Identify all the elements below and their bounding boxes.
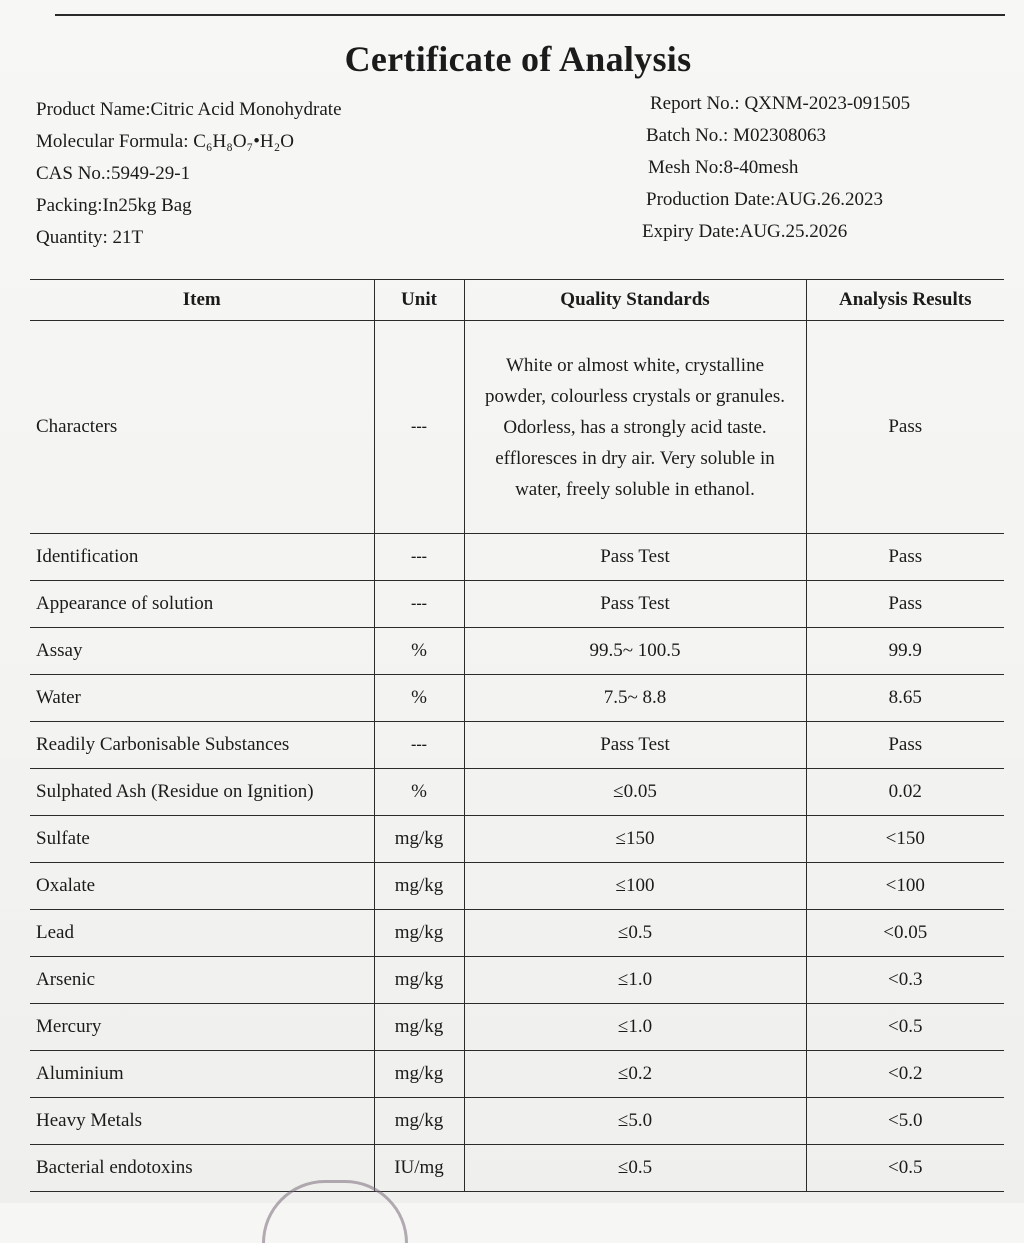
standard-cell: ≤0.05 — [464, 769, 806, 816]
item-cell: Appearance of solution — [30, 581, 374, 628]
production-date: Production Date:AUG.26.2023 — [646, 189, 883, 210]
unit-cell: IU/mg — [374, 1145, 464, 1192]
result-cell: 99.9 — [806, 628, 1004, 675]
item-cell: Mercury — [30, 1004, 374, 1051]
result-cell: Pass — [806, 722, 1004, 769]
item-cell: Oxalate — [30, 863, 374, 910]
result-cell: Pass — [806, 581, 1004, 628]
result-cell: <100 — [806, 863, 1004, 910]
standard-cell: 99.5~ 100.5 — [464, 628, 806, 675]
result-cell: <0.5 — [806, 1004, 1004, 1051]
standard-cell: Pass Test — [464, 722, 806, 769]
unit-cell: mg/kg — [374, 816, 464, 863]
item-cell: Sulfate — [30, 816, 374, 863]
table-row — [30, 1004, 1004, 1051]
product-info — [36, 94, 342, 254]
table-header-row — [30, 280, 1004, 321]
packing: Packing:In25kg Bag — [36, 195, 192, 216]
quantity: Quantity: 21T — [36, 227, 144, 248]
analysis-table — [30, 279, 1004, 1192]
report-number: Report No.: QXNM-2023-091505 — [650, 93, 911, 114]
result-cell: <150 — [806, 816, 1004, 863]
item-cell: Characters — [30, 321, 374, 534]
table-row — [30, 769, 1004, 816]
result-cell: <0.5 — [806, 1145, 1004, 1192]
item-cell: Arsenic — [30, 957, 374, 1004]
item-cell: Sulphated Ash (Residue on Ignition) — [30, 769, 374, 816]
table-row — [30, 581, 1004, 628]
header-quality-standards: Quality Standards — [464, 280, 806, 321]
unit-cell: % — [374, 769, 464, 816]
table-row — [30, 534, 1004, 581]
standard-cell: Pass Test — [464, 534, 806, 581]
product-name: Product Name:Citric Acid Monohydrate — [36, 99, 342, 120]
unit-cell: % — [374, 628, 464, 675]
result-cell: <0.05 — [806, 910, 1004, 957]
standard-cell: Pass Test — [464, 581, 806, 628]
document-title: Certificate of Analysis — [344, 39, 692, 79]
item-cell: Identification — [30, 534, 374, 581]
top-rule — [55, 14, 1005, 16]
result-cell: 0.02 — [806, 769, 1004, 816]
cas-number: CAS No.:5949-29-1 — [36, 163, 191, 184]
formula-value: C₆H₈O₇•H₂O — [193, 131, 294, 152]
unit-cell: --- — [374, 321, 464, 534]
standard-cell: White or almost white, crystalline powder, colourless crystals or granules. Odorless, has a strongly acid taste. effloresces in dry air. Very soluble in water, freely soluble in ethanol. — [464, 321, 806, 534]
standard-cell: ≤1.0 — [464, 957, 806, 1004]
standard-cell: 7.5~ 8.8 — [464, 675, 806, 722]
standard-cell: ≤5.0 — [464, 1098, 806, 1145]
item-cell: Bacterial endotoxins — [30, 1145, 374, 1192]
result-cell: Pass — [806, 534, 1004, 581]
table-row — [30, 910, 1004, 957]
unit-cell: mg/kg — [374, 957, 464, 1004]
unit-cell: mg/kg — [374, 1098, 464, 1145]
standard-cell: ≤0.5 — [464, 1145, 806, 1192]
header-unit: Unit — [374, 280, 464, 321]
table-row — [30, 1145, 1004, 1192]
unit-cell: % — [374, 675, 464, 722]
item-cell: Heavy Metals — [30, 1098, 374, 1145]
item-cell: Aluminium — [30, 1051, 374, 1098]
table-row — [30, 675, 1004, 722]
item-cell: Assay — [30, 628, 374, 675]
expiry-date: Expiry Date:AUG.25.2026 — [642, 221, 848, 242]
mesh-number: Mesh No:8-40mesh — [648, 157, 799, 178]
formula-label: Molecular Formula: — [36, 131, 194, 152]
unit-cell: --- — [374, 722, 464, 769]
table-row — [30, 957, 1004, 1004]
item-cell: Readily Carbonisable Substances — [30, 722, 374, 769]
result-cell: <0.3 — [806, 957, 1004, 1004]
unit-cell: mg/kg — [374, 1004, 464, 1051]
table-row — [30, 722, 1004, 769]
table-row — [30, 628, 1004, 675]
table-row — [30, 1051, 1004, 1098]
result-cell: <0.2 — [806, 1051, 1004, 1098]
standard-cell: ≤0.2 — [464, 1051, 806, 1098]
unit-cell: --- — [374, 534, 464, 581]
unit-cell: mg/kg — [374, 863, 464, 910]
batch-number: Batch No.: M02308063 — [646, 125, 826, 146]
header-item: Item — [30, 280, 374, 321]
result-cell: <5.0 — [806, 1098, 1004, 1145]
standard-cell: ≤1.0 — [464, 1004, 806, 1051]
item-cell: Water — [30, 675, 374, 722]
unit-cell: mg/kg — [374, 1051, 464, 1098]
standard-cell: ≤100 — [464, 863, 806, 910]
table-row — [30, 863, 1004, 910]
molecular-formula — [36, 126, 342, 158]
item-cell: Lead — [30, 910, 374, 957]
header-analysis-results: Analysis Results — [806, 280, 1004, 321]
unit-cell: --- — [374, 581, 464, 628]
result-cell: Pass — [806, 321, 1004, 534]
table-row — [30, 816, 1004, 863]
table-row — [30, 1098, 1004, 1145]
result-cell: 8.65 — [806, 675, 1004, 722]
unit-cell: mg/kg — [374, 910, 464, 957]
standard-cell: ≤150 — [464, 816, 806, 863]
table-row — [30, 321, 1004, 534]
report-info — [642, 88, 910, 248]
standard-cell: ≤0.5 — [464, 910, 806, 957]
